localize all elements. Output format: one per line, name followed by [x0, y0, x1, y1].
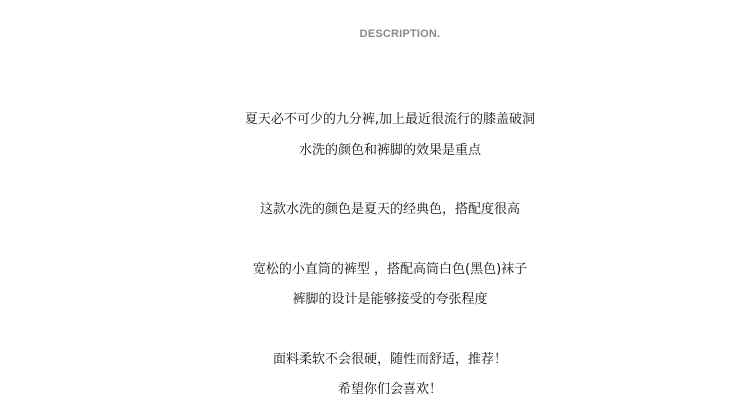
- paragraph-2-line-1: 这款水洗的颜色是夏天的经典色，搭配度很高: [259, 202, 520, 217]
- description-heading: DESCRIPTION.: [359, 28, 441, 40]
- paragraph-3-line-2: 裤脚的设计是能够接受的夸张程度: [292, 292, 488, 307]
- paragraph-4-line-2: 希望你们会喜欢！: [337, 382, 442, 397]
- paragraph-1-line-1: 夏天必不可少的九分裤,加上最近很流行的膝盖破洞: [244, 112, 536, 127]
- paragraph-4-line-1: 面料柔软不会很硬，随性而舒适，推荐！: [272, 352, 507, 367]
- paragraph-1-line-2: 水洗的颜色和裤脚的效果是重点: [298, 143, 481, 158]
- paragraph-3-line-1: 宽松的小直筒的裤型 ，搭配高筒白色(黑色)袜子: [252, 262, 528, 277]
